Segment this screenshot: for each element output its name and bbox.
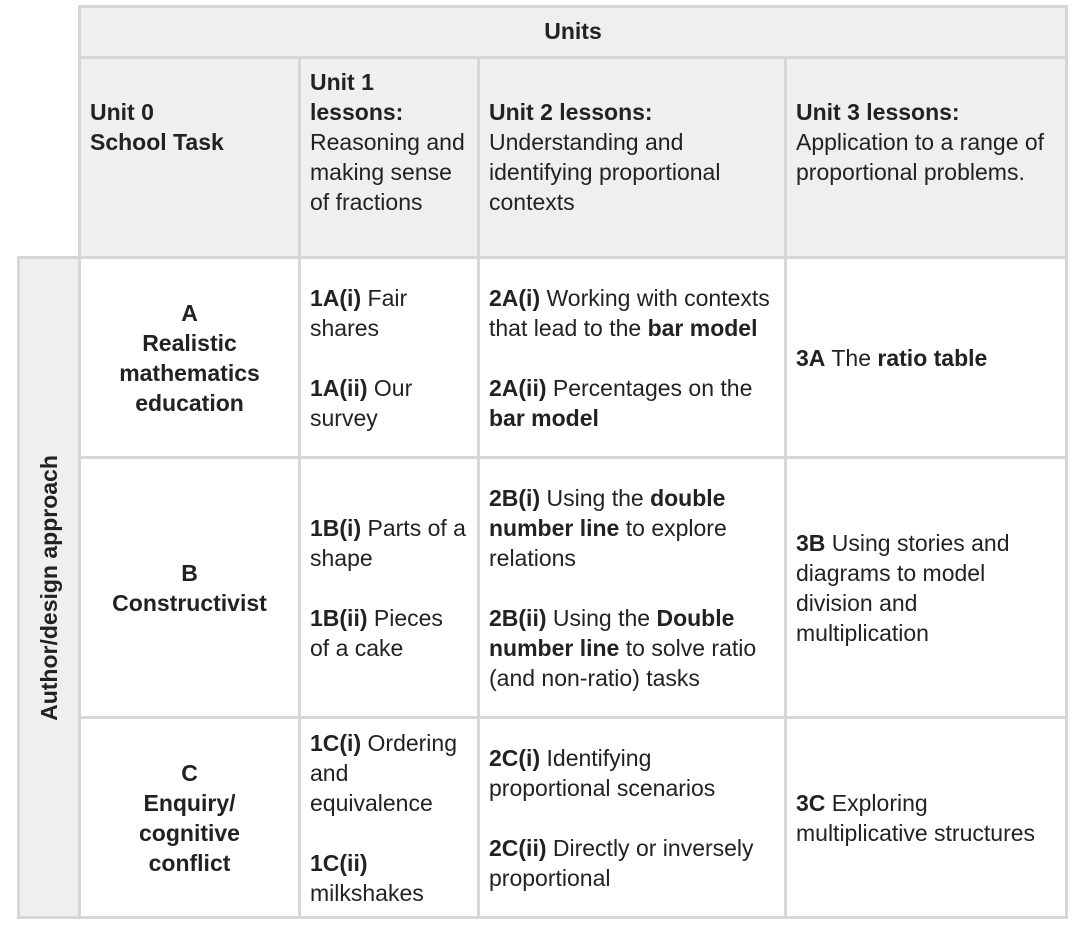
unit2-header <box>477 56 787 259</box>
lessons-1a <box>298 256 480 459</box>
lesson-2b-i: 2B(i) Using the double number line to explore relations <box>489 484 727 571</box>
side-label: Author/design approach <box>36 454 63 721</box>
side-label-cell <box>17 256 81 919</box>
lesson-2c-i: 2C(i) Identifying proportional scenarios <box>489 744 716 801</box>
lesson-2a-ii: 2A(ii) Percentages on the bar model <box>489 374 753 431</box>
lessons-2b <box>477 456 787 719</box>
lesson-3c: 3C Exploring multiplicative structures <box>796 789 1036 846</box>
approach-a-letter: A <box>181 299 198 326</box>
lesson-1c-ii: 1C(ii) milkshakes <box>310 849 424 906</box>
unit3-header <box>784 56 1068 259</box>
approach-b-name: Constructivist <box>112 589 267 616</box>
lessons-1c <box>298 716 480 919</box>
lesson-3b: 3B Using stories and diagrams to model division and multiplication <box>796 529 1010 646</box>
unit2-subtitle: Understanding and identifying proportional contexts <box>489 129 721 215</box>
approach-a-name: Realistic mathematics education <box>119 329 260 416</box>
lessons-3a <box>784 256 1068 459</box>
unit0-line2: School Task <box>90 129 224 155</box>
approach-a <box>78 256 301 459</box>
lessons-1b <box>298 456 480 719</box>
lesson-1b-i: 1B(i) Parts of a shape <box>310 514 466 571</box>
approach-c-letter: C <box>181 759 198 786</box>
approach-c-name: Enquiry/ cognitive conflict <box>139 789 240 876</box>
lesson-1b-ii: 1B(ii) Pieces of a cake <box>310 604 443 661</box>
unit3-title: Unit 3 lessons: <box>796 99 960 125</box>
unit3-subtitle: Application to a range of proportional problems. <box>796 129 1045 185</box>
approach-b-letter: B <box>181 559 198 586</box>
lessons-3b <box>784 456 1068 719</box>
lesson-2c-ii: 2C(ii) Directly or inversely proportional <box>489 834 754 891</box>
unit2-title: Unit 2 lessons: <box>489 99 653 125</box>
lesson-3a: 3A The ratio table <box>796 344 988 371</box>
lesson-2b-ii: 2B(ii) Using the Double number line to solve ratio (and non-ratio) tasks <box>489 604 757 691</box>
unit1-title: Unit 1 lessons: <box>310 69 404 125</box>
approach-b <box>78 456 301 719</box>
unit1-header <box>298 56 480 259</box>
lessons-3c <box>784 716 1068 919</box>
lesson-1a-i: 1A(i) Fair shares <box>310 284 408 341</box>
lesson-1c-i: 1C(i) Ordering and equivalence <box>310 729 457 816</box>
lesson-2a-i: 2A(i) Working with contexts that lead to the bar model <box>489 284 770 341</box>
lessons-2a <box>477 256 787 459</box>
lesson-1a-ii: 1A(ii) Our survey <box>310 374 413 431</box>
units-title: Units <box>544 18 602 44</box>
unit0-header <box>78 56 301 259</box>
units-header <box>78 5 1068 59</box>
unit0-line1: Unit 0 <box>90 99 154 125</box>
unit1-subtitle: Reasoning and making sense of fractions <box>310 129 465 215</box>
approach-c <box>78 716 301 919</box>
lessons-2c <box>477 716 787 919</box>
